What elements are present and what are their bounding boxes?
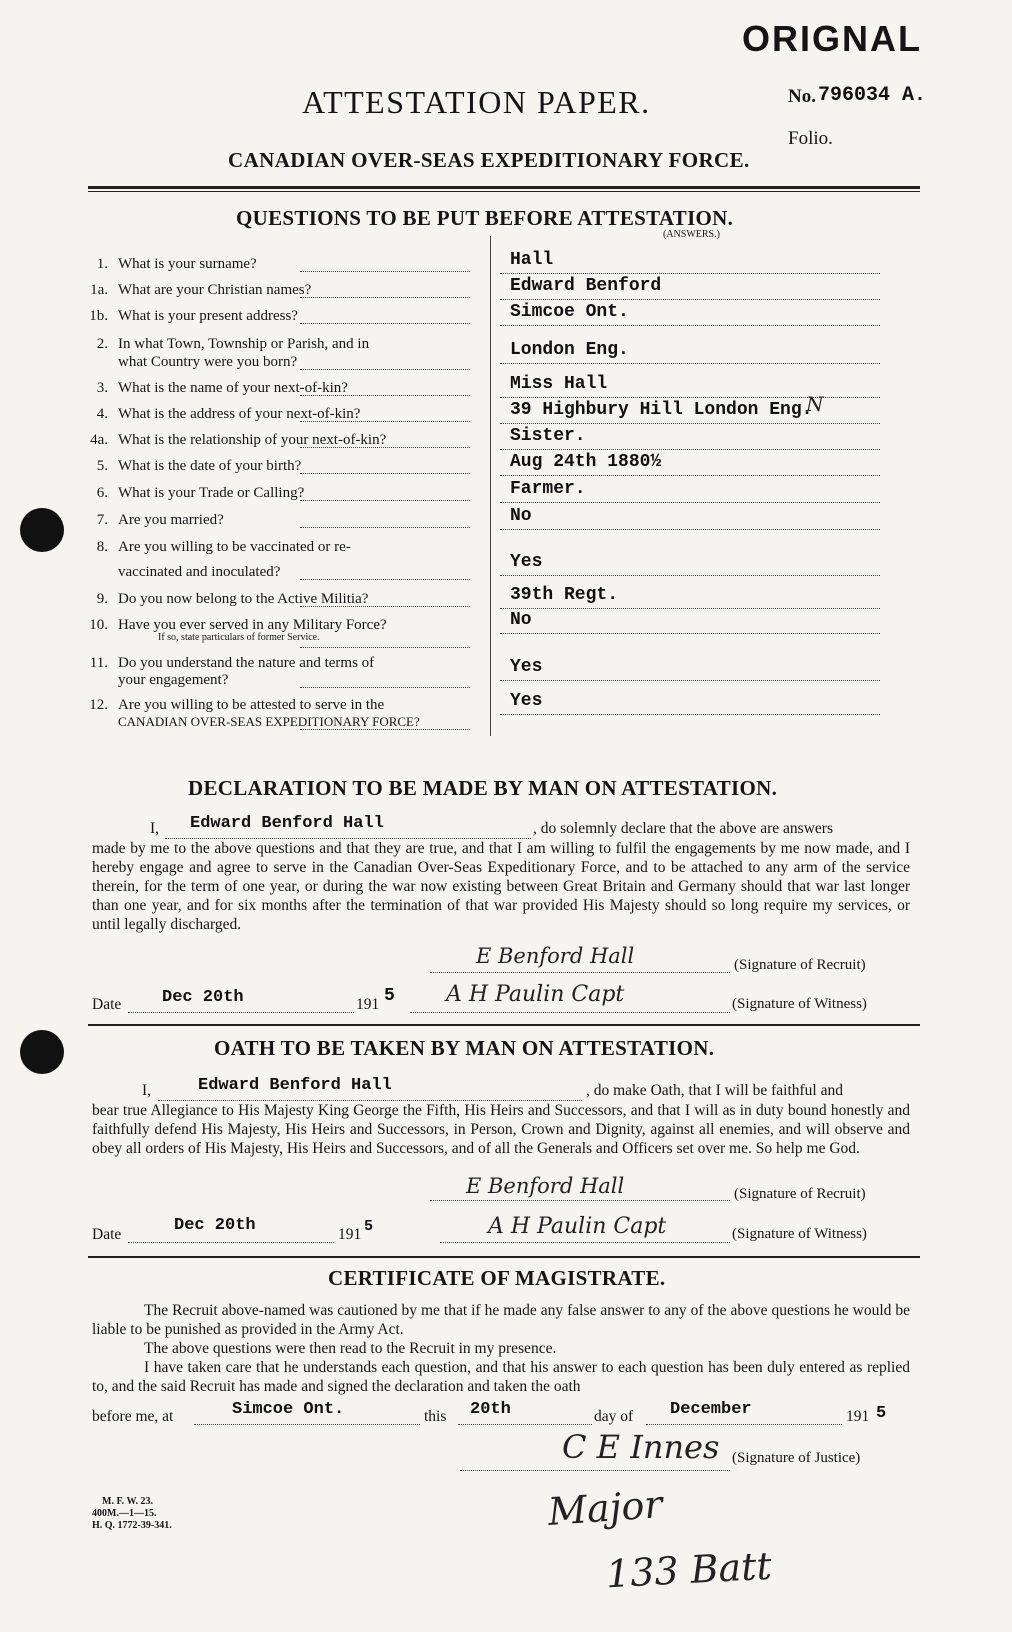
answers-label: (ANSWERS.) — [663, 229, 720, 240]
question-text: What is the name of your next-of-kin? — [118, 380, 348, 396]
answer-line — [500, 633, 880, 634]
certificate-heading: CERTIFICATE OF MAGISTRATE. — [328, 1266, 666, 1290]
question-leader-line — [300, 647, 470, 648]
question-text-continued: CANADIAN OVER-SEAS EXPEDITIONARY FORCE? — [118, 714, 420, 729]
question-text-continued: what Country were you born? — [118, 354, 298, 370]
oath-separator — [88, 1256, 920, 1258]
header-rule-thin — [88, 191, 920, 192]
answer-line — [500, 273, 880, 274]
question-number: 1a. — [90, 282, 108, 298]
certificate-month: December — [670, 1400, 752, 1419]
question-number: 1. — [96, 256, 108, 272]
questions-heading: QUESTIONS TO BE PUT BEFORE ATTESTATION. — [236, 206, 734, 230]
oath-witness-signature-line — [440, 1242, 730, 1243]
question-text: What is your Trade or Calling? — [118, 485, 305, 501]
answer-value: Sister. — [510, 426, 586, 446]
declaration-recruit-signature-line — [430, 972, 730, 973]
question-leader-line — [300, 687, 470, 688]
certificate-place-line — [194, 1424, 420, 1425]
question-leader-line — [300, 606, 470, 607]
question-text-continued: your engagement? — [118, 672, 229, 688]
question-text: What is your present address? — [118, 308, 298, 324]
footer-code-2: 400M.—1—15. — [92, 1508, 157, 1519]
handwritten-unit: 133 Batt — [604, 1543, 773, 1597]
question-number: 9. — [96, 591, 108, 607]
question-leader-line — [300, 500, 470, 501]
page-title: ATTESTATION PAPER. — [302, 84, 651, 120]
handwritten-rank: Major — [546, 1482, 664, 1534]
question-number: 3. — [96, 380, 108, 396]
answer-line — [500, 529, 880, 530]
oath-text-after-name: , do make Oath, that I will be faithful and — [586, 1082, 843, 1099]
declaration-lead: I, — [150, 820, 160, 837]
answer-line — [500, 325, 880, 326]
certificate-day-of-label: day of — [594, 1408, 634, 1425]
question-text: What are your Christian names? — [118, 282, 312, 298]
handwritten-correction-mark: N — [806, 392, 824, 416]
answer-line — [500, 608, 880, 609]
declaration-recruit-signature: E Benford Hall — [476, 944, 635, 968]
declaration-witness-signature-label: (Signature of Witness) — [732, 996, 867, 1012]
declaration-date-line — [128, 1012, 354, 1013]
oath-year-prefix: 191 — [338, 1226, 362, 1243]
question-leader-line — [300, 323, 470, 324]
declaration-year-suffix: 5 — [384, 986, 395, 1006]
certificate-paragraph-2: The above questions were then read to the Recruit in my presence. — [144, 1340, 557, 1357]
question-number: 1b. — [89, 308, 108, 324]
oath-recruit-signature: E Benford Hall — [466, 1174, 625, 1198]
question-number: 5. — [96, 458, 108, 474]
answer-value: Farmer. — [510, 479, 586, 499]
certificate-this-label: this — [424, 1408, 447, 1425]
certificate-year-prefix: 191 — [846, 1408, 870, 1425]
declaration-date-value: Dec 20th — [162, 988, 244, 1007]
answer-line — [500, 575, 880, 576]
certificate-day-line — [458, 1424, 592, 1425]
oath-year-suffix: 5 — [364, 1218, 374, 1235]
oath-witness-signature-label: (Signature of Witness) — [732, 1226, 867, 1242]
answer-line — [500, 714, 880, 715]
question-text-continued: If so, state particulars of former Service. — [158, 632, 320, 643]
question-leader-line — [300, 395, 470, 396]
declaration-text-after-name: , do solemnly declare that the above are answers — [533, 820, 833, 837]
declaration-heading: DECLARATION TO BE MADE BY MAN ON ATTESTATION. — [188, 776, 778, 800]
answer-value: Yes — [510, 691, 543, 711]
certificate-place: Simcoe Ont. — [232, 1400, 345, 1419]
justice-signature: C E Innes — [562, 1428, 720, 1466]
question-number: 6. — [96, 485, 108, 501]
question-leader-line — [300, 271, 470, 272]
answer-value: Yes — [510, 657, 543, 677]
answer-value: Aug 24th 1880½ — [510, 452, 662, 472]
declaration-separator — [88, 1024, 920, 1026]
answer-value: 39 Highbury Hill London Eng. — [510, 400, 813, 420]
answer-line — [500, 475, 880, 476]
question-leader-line — [300, 447, 470, 448]
oath-recruit-name: Edward Benford Hall — [198, 1076, 392, 1095]
question-number: 4. — [96, 406, 108, 422]
answer-line — [500, 502, 880, 503]
folio-label: Folio. — [788, 128, 833, 149]
header-rule-thick — [88, 186, 920, 189]
declaration-body: made by me to the above questions and that they are true, and that I am willing to fulfil the engagements by me now made, and I hereby engage and agree to serve in the Canadian Over-Seas Expeditionary Force, and to be attached to any arm of the service therein, for the term of one year, or during the war now existing between Great Britain and Germany should that war last longer than one year, and for six months after the termination of that war provided His Majesty should so long require my services, or until legally discharged. — [92, 840, 910, 933]
declaration-witness-signature-line — [410, 1012, 730, 1013]
answer-value: 39th Regt. — [510, 585, 619, 605]
oath-date-value: Dec 20th — [174, 1216, 256, 1235]
declaration-date-label: Date — [92, 996, 122, 1013]
question-leader-line — [300, 473, 470, 474]
question-text: Are you willing to be attested to serve in the — [118, 697, 385, 713]
question-leader-line — [300, 729, 470, 730]
question-leader-line — [300, 579, 470, 580]
question-number: 4a. — [90, 432, 108, 448]
question-text: Are you willing to be vaccinated or re- — [118, 539, 351, 555]
question-text: What is the relationship of your next-of-kin? — [118, 432, 387, 448]
oath-witness-signature: A H Paulin Capt — [488, 1214, 667, 1239]
certificate-year-suffix: 5 — [876, 1404, 887, 1423]
oath-date-label: Date — [92, 1226, 122, 1243]
question-number: 8. — [96, 539, 108, 555]
certificate-paragraph-3: I have taken care that he understands each question, and that his answer to each question has been duly entered as replied to, and the said Recruit has made and signed the declaration and taken the oath — [92, 1359, 910, 1395]
question-number: 12. — [89, 697, 108, 713]
oath-body: bear true Allegiance to His Majesty King George the Fifth, His Heirs and Successors, and that I will as in duty bound honestly and faithfully defend His Majesty, His Heirs and Successors, in Person, Crown and Dignity, against all enemies, and will observe and obey all orders of His Majesty, His Heirs and Successors, and of all the Generals and Officers set over me. So help me God. — [92, 1102, 910, 1157]
question-number: 7. — [96, 512, 108, 528]
justice-signature-line — [460, 1470, 730, 1471]
footer-code-3: H. Q. 1772-39-341. — [92, 1520, 172, 1531]
question-leader-line — [300, 369, 470, 370]
question-text: Have you ever served in any Military Force? — [118, 617, 387, 633]
answer-value: Hall — [510, 250, 554, 270]
answer-value: No — [510, 506, 532, 526]
question-text: Are you married? — [118, 512, 224, 528]
punch-hole-bottom — [20, 1030, 64, 1074]
question-text: Do you now belong to the Active Militia? — [118, 591, 369, 607]
punch-hole-top — [20, 508, 64, 552]
declaration-witness-signature: A H Paulin Capt — [446, 982, 625, 1007]
serial-number: 796034 A. — [818, 84, 927, 107]
page-subtitle: CANADIAN OVER-SEAS EXPEDITIONARY FORCE. — [228, 148, 750, 172]
certificate-paragraph-1: The Recruit above-named was cautioned by me that if he made any false answer to any of the above questions he would be liable to be punished as provided in the Army Act. — [92, 1302, 910, 1338]
answer-value: Yes — [510, 552, 543, 572]
question-leader-line — [300, 527, 470, 528]
oath-recruit-signature-label: (Signature of Recruit) — [734, 1186, 866, 1202]
answer-value: Simcoe Ont. — [510, 302, 629, 322]
certificate-day: 20th — [470, 1400, 511, 1419]
answer-value: London Eng. — [510, 340, 629, 360]
justice-signature-label: (Signature of Justice) — [732, 1450, 861, 1466]
oath-date-line — [128, 1242, 334, 1243]
question-text: In what Town, Township or Parish, and in — [118, 336, 370, 352]
footer-code-1: M. F. W. 23. — [102, 1496, 154, 1507]
answer-line — [500, 449, 880, 450]
number-label: No. — [788, 86, 816, 107]
declaration-recruit-name: Edward Benford Hall — [190, 814, 384, 833]
question-text: What is the date of your birth? — [118, 458, 302, 474]
question-text-continued: vaccinated and inoculated? — [118, 564, 281, 580]
oath-lead: I, — [142, 1082, 152, 1099]
question-text: What is your surname? — [118, 256, 257, 272]
answer-line — [500, 423, 880, 424]
question-number: 10. — [89, 617, 108, 633]
original-stamp: ORIGNAL — [742, 18, 922, 59]
answer-value: Edward Benford — [510, 276, 662, 296]
oath-heading: OATH TO BE TAKEN BY MAN ON ATTESTATION. — [214, 1036, 715, 1060]
certificate-before-me: before me, at — [92, 1408, 174, 1425]
declaration-year-prefix: 191 — [356, 996, 380, 1013]
oath-recruit-signature-line — [430, 1200, 730, 1201]
answer-value: No — [510, 610, 532, 630]
answer-value: Miss Hall — [510, 374, 608, 394]
question-text: What is the address of your next-of-kin? — [118, 406, 361, 422]
question-leader-line — [300, 297, 470, 298]
question-leader-line — [300, 421, 470, 422]
declaration-recruit-signature-label: (Signature of Recruit) — [734, 957, 866, 973]
question-number: 2. — [96, 336, 108, 352]
answer-line — [500, 680, 880, 681]
question-text: Do you understand the nature and terms of — [118, 655, 375, 671]
answer-line — [500, 299, 880, 300]
answers-column-rule — [490, 236, 491, 736]
answer-line — [500, 363, 880, 364]
question-number: 11. — [89, 655, 108, 671]
certificate-month-line — [646, 1424, 842, 1425]
